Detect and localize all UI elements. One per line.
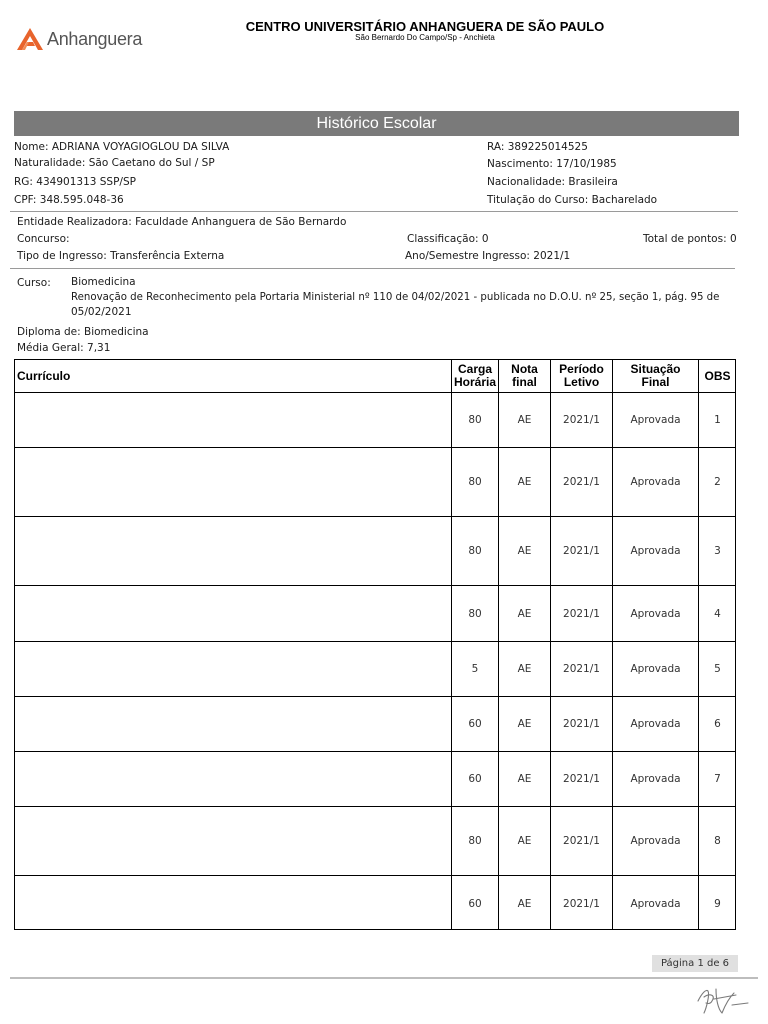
- cell-situacao-final: Aprovada: [630, 607, 681, 620]
- logo-text: Anhanguera: [47, 28, 143, 49]
- cell-curriculo: [15, 517, 451, 585]
- anhanguera-logo: [16, 26, 142, 52]
- cell-situacao-final: Aprovada: [630, 773, 681, 785]
- cell-obs: 7: [714, 773, 721, 785]
- cell-carga-horaria: 80: [468, 476, 482, 488]
- course-label: Curso:: [17, 277, 51, 289]
- ano-semestre-ingresso: Ano/Semestre Ingresso: 2021/1: [405, 250, 571, 262]
- cell-periodo-letivo: 2021/1: [563, 663, 600, 675]
- cell-curriculo: [15, 642, 451, 696]
- cell-situacao-final: Aprovada: [630, 897, 681, 910]
- student-rg: RG: 434901313 SSP/SP: [14, 176, 136, 188]
- student-nacionalidade: Nacionalidade: Brasileira: [487, 176, 618, 188]
- cell-situacao-final: Aprovada: [630, 414, 681, 426]
- cell-obs: 4: [714, 607, 721, 620]
- student-titulacao: Titulação do Curso: Bacharelado: [487, 194, 658, 206]
- cell-situacao-final: Aprovada: [630, 835, 681, 847]
- header-periodo-letivo: Período Letivo: [559, 362, 604, 389]
- course-recognition-line1: Renovação de Reconhecimento pela Portaria Ministerial nº 110 de 04/02/2021 - publicada no D.O.U. nº 25, seção 1, pág. 95 de: [71, 292, 720, 303]
- cell-carga-horaria: 80: [468, 607, 482, 620]
- total-pontos: Total de pontos: 0: [643, 233, 737, 245]
- cell-periodo-letivo: 2021/1: [563, 718, 600, 730]
- cell-periodo-letivo: 2021/1: [563, 545, 600, 557]
- cell-carga-horaria: 60: [468, 773, 482, 785]
- cell-curriculo: [15, 752, 451, 806]
- cell-nota-final: AE: [517, 718, 532, 730]
- cell-carga-horaria: 60: [468, 897, 482, 910]
- cell-obs: 6: [714, 718, 721, 730]
- grades-table: [14, 359, 736, 930]
- cell-periodo-letivo: 2021/1: [563, 414, 600, 426]
- cell-obs: 5: [714, 663, 721, 675]
- divider-student: [10, 211, 738, 212]
- cell-situacao-final: Aprovada: [630, 545, 681, 557]
- institution-name: CENTRO UNIVERSITÁRIO ANHANGUERA DE SÃO PAULO: [245, 19, 605, 34]
- cell-carga-horaria: 80: [468, 835, 482, 847]
- cell-nota-final: AE: [517, 607, 532, 620]
- diploma: Diploma de: Biomedicina: [17, 326, 149, 338]
- cell-curriculo: [15, 448, 451, 516]
- classificacao: Classificação: 0: [407, 233, 489, 245]
- cell-obs: 3: [714, 545, 721, 557]
- cell-nota-final: AE: [517, 545, 532, 557]
- cell-nota-final: AE: [517, 835, 532, 847]
- header-obs: OBS: [704, 368, 731, 383]
- header-curriculo: Currículo: [17, 368, 71, 383]
- divider-admission: [10, 268, 735, 269]
- media-geral: Média Geral: 7,31: [17, 342, 111, 354]
- cell-obs: 2: [714, 476, 721, 488]
- header-carga-horaria: Carga Horária: [453, 362, 497, 389]
- cell-periodo-letivo: 2021/1: [563, 476, 600, 488]
- header-situacao-final: Situação Final: [630, 362, 681, 389]
- cell-obs: 1: [714, 414, 721, 426]
- cell-carga-horaria: 60: [468, 718, 482, 730]
- cell-periodo-letivo: 2021/1: [563, 897, 600, 910]
- concurso: Concurso:: [17, 233, 70, 245]
- course-name: Biomedicina: [71, 276, 136, 288]
- cell-nota-final: AE: [517, 414, 532, 426]
- campus-name: São Bernardo Do Campo/Sp - Anchieta: [355, 33, 495, 42]
- cell-periodo-letivo: 2021/1: [563, 773, 600, 785]
- cell-nota-final: AE: [517, 897, 532, 910]
- tipo-ingresso: Tipo de Ingresso: Transferência Externa: [17, 250, 225, 262]
- logo-triangle-icon: [16, 26, 44, 52]
- cell-periodo-letivo: 2021/1: [563, 835, 600, 847]
- cell-curriculo: [15, 697, 451, 751]
- cell-curriculo: [15, 393, 451, 447]
- cell-situacao-final: Aprovada: [630, 718, 681, 730]
- cell-situacao-final: Aprovada: [630, 663, 681, 675]
- cell-nota-final: AE: [517, 663, 532, 675]
- header-nota-final: Nota final: [511, 362, 538, 389]
- student-naturalidade: Naturalidade: São Caetano do Sul / SP: [14, 157, 215, 169]
- cell-nota-final: AE: [517, 773, 532, 785]
- course-recognition-line2: 05/02/2021: [71, 306, 132, 318]
- cell-curriculo: [15, 876, 451, 931]
- cell-curriculo: [15, 586, 451, 641]
- signature: [692, 983, 752, 1019]
- cell-nota-final: AE: [517, 476, 532, 488]
- entidade-realizadora: Entidade Realizadora: Faculdade Anhanguera de São Bernardo: [17, 216, 347, 228]
- cell-curriculo: [15, 807, 451, 875]
- student-nascimento: Nascimento: 17/10/1985: [487, 158, 617, 170]
- page-title: Histórico Escolar: [14, 111, 739, 136]
- student-ra: RA: 389225014525: [487, 141, 588, 153]
- cell-carga-horaria: 80: [468, 545, 482, 557]
- cell-carga-horaria: 5: [471, 663, 479, 675]
- footer-divider: [10, 977, 758, 979]
- student-cpf: CPF: 348.595.048-36: [14, 194, 124, 206]
- cell-situacao-final: Aprovada: [630, 476, 681, 488]
- cell-obs: 8: [714, 835, 721, 847]
- cell-obs: 9: [714, 897, 721, 910]
- student-name: Nome: ADRIANA VOYAGIOGLOU DA SILVA: [14, 141, 230, 153]
- cell-periodo-letivo: 2021/1: [563, 607, 600, 620]
- page-indicator: Página 1 de 6: [652, 955, 738, 972]
- cell-carga-horaria: 80: [468, 414, 482, 426]
